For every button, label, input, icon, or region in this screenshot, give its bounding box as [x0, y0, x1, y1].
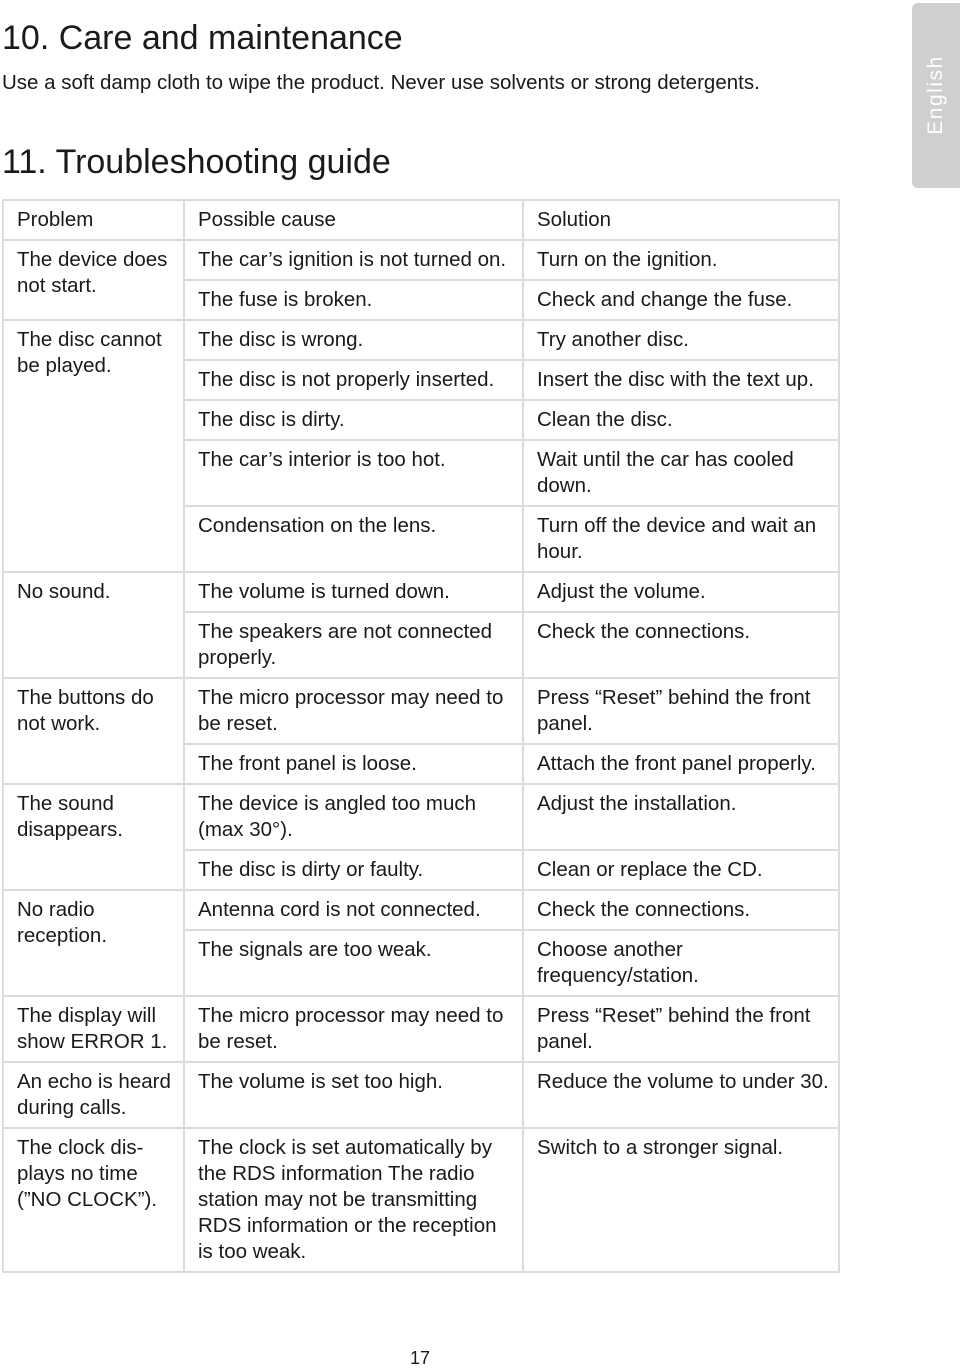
solution-cell: Adjust the installation. [523, 784, 839, 850]
problem-cell: The buttons do not work. [3, 678, 184, 784]
troubleshooting-table [2, 199, 840, 1273]
solution-cell: Try another disc. [523, 320, 839, 360]
solution-cell: Adjust the volume. [523, 572, 839, 612]
table-row [3, 784, 839, 850]
solution-cell: Clean the disc. [523, 400, 839, 440]
table-row [3, 678, 839, 744]
cause-cell: The disc is not properly inserted. [184, 360, 523, 400]
solution-cell: Attach the front panel properly. [523, 744, 839, 784]
table-header-row [3, 200, 839, 240]
cause-cell: The volume is turned down. [184, 572, 523, 612]
problem-cell: An echo is heard during calls. [3, 1062, 184, 1128]
table-row [3, 572, 839, 612]
problem-cell: No radio reception. [3, 890, 184, 996]
header-problem: Problem [3, 200, 184, 240]
solution-cell: Check the connections. [523, 612, 839, 678]
page-number: 17 [409, 1348, 431, 1368]
problem-cell: The disc cannot be played. [3, 320, 184, 572]
cause-cell: The disc is wrong. [184, 320, 523, 360]
troubleshooting-title: 11. Troubleshooting guide [2, 143, 391, 181]
cause-cell: The signals are too weak. [184, 930, 523, 996]
language-tab-label: English [924, 55, 947, 135]
cause-cell: The car’s interior is too hot. [184, 440, 523, 506]
solution-cell: Clean or replace the CD. [523, 850, 839, 890]
cause-cell: The fuse is broken. [184, 280, 523, 320]
cause-cell: The front panel is loose. [184, 744, 523, 784]
table-row [3, 890, 839, 930]
problem-cell: The sound disappears. [3, 784, 184, 890]
cause-cell: The speakers are not connected properly. [184, 612, 523, 678]
table-row [3, 1062, 839, 1128]
cause-cell: Antenna cord is not connected. [184, 890, 523, 930]
solution-cell: Turn on the ignition. [523, 240, 839, 280]
cause-cell: The car’s ignition is not turned on. [184, 240, 523, 280]
table-row [3, 240, 839, 280]
problem-cell: No sound. [3, 572, 184, 678]
care-text: Use a soft damp cloth to wipe the product. Never use solvents or strong detergents. [2, 71, 760, 94]
problem-cell: The display will show ERROR 1. [3, 996, 184, 1062]
solution-cell: Switch to a stronger signal. [523, 1128, 839, 1272]
problem-cell: The clock dis-plays no time (”NO CLOCK”). [3, 1128, 184, 1272]
solution-cell: Check the connections. [523, 890, 839, 930]
care-title: 10. Care and maintenance [2, 19, 403, 57]
solution-cell: Press “Reset” behind the front panel. [523, 678, 839, 744]
cause-cell: Condensation on the lens. [184, 506, 523, 572]
cause-cell: The disc is dirty or faulty. [184, 850, 523, 890]
solution-cell: Check and change the fuse. [523, 280, 839, 320]
cause-cell: The micro processor may need to be reset. [184, 996, 523, 1062]
solution-cell: Turn off the device and wait an hour. [523, 506, 839, 572]
solution-cell: Choose another frequency/station. [523, 930, 839, 996]
cause-cell: The device is angled too much (max 30°). [184, 784, 523, 850]
cause-cell: The volume is set too high. [184, 1062, 523, 1128]
cause-cell: The disc is dirty. [184, 400, 523, 440]
table-body [3, 240, 839, 1272]
table-row [3, 996, 839, 1062]
header-cause: Possible cause [184, 200, 523, 240]
solution-cell: Wait until the car has cooled down. [523, 440, 839, 506]
cause-cell: The clock is set automatically by the RDS information The radio station may not be transmitting RDS information or the reception is too weak. [184, 1128, 523, 1272]
solution-cell: Press “Reset” behind the front panel. [523, 996, 839, 1062]
solution-cell: Insert the disc with the text up. [523, 360, 839, 400]
table-row [3, 1128, 839, 1272]
language-tab [912, 3, 960, 188]
cause-cell: The micro processor may need to be reset. [184, 678, 523, 744]
problem-cell: The device does not start. [3, 240, 184, 320]
table-row [3, 320, 839, 360]
header-solution: Solution [523, 200, 839, 240]
solution-cell: Reduce the volume to under 30. [523, 1062, 839, 1128]
